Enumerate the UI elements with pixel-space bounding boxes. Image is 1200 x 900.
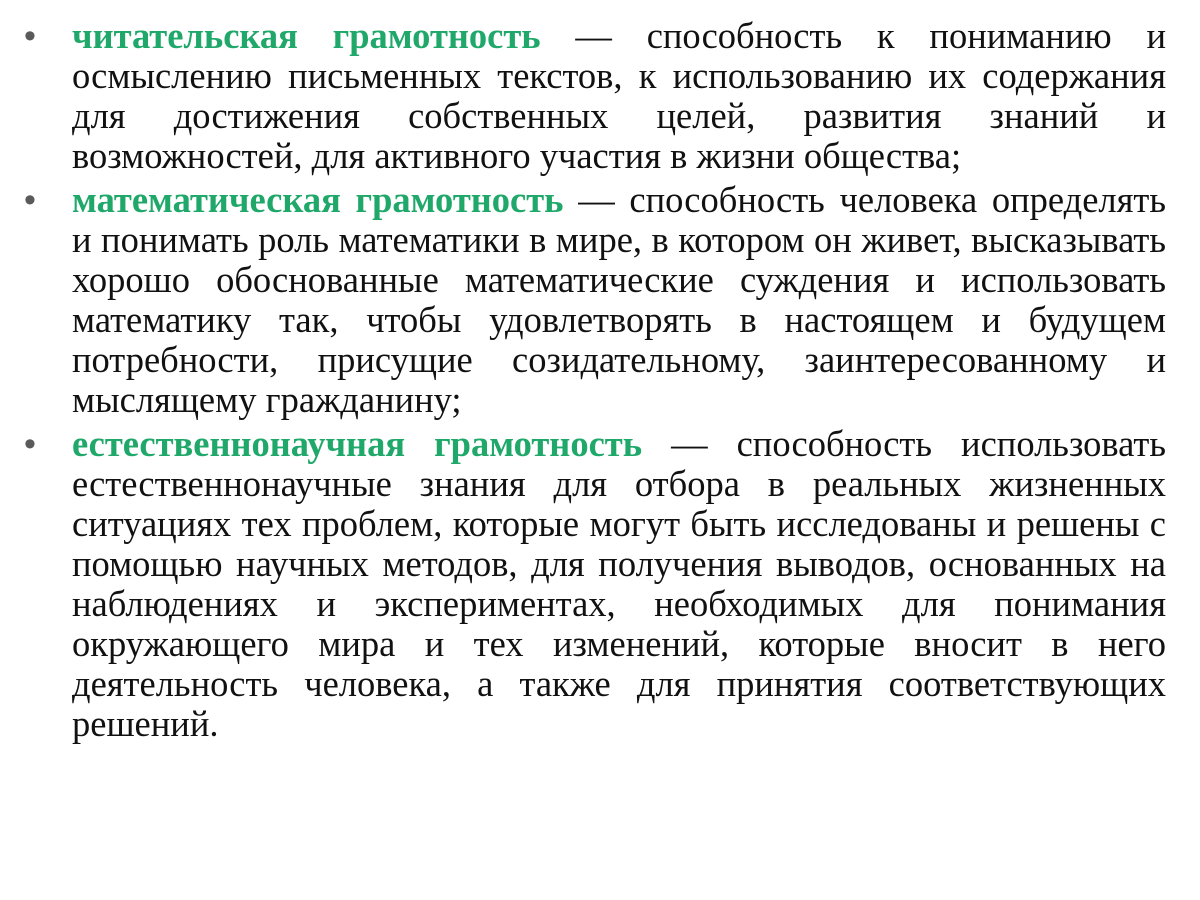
definition-science-literacy: — способность использовать естественнонаучные знания для отбора в реальных жизненных ситуациях тех проблем, которые могут быть исследованы и решены с помощью научных методов, для получения выводов, основанных на наблюдениях и экспериментах, необходимых для понимания окружающего мира и тех изменений, которые вносит в него деятельность человека, а также для принятия соответствующих решений. [72,423,1167,744]
term-math-literacy: математическая грамотность [72,179,564,220]
term-reading-literacy: читательская грамотность [72,15,541,56]
list-item-math-literacy [24,180,1166,420]
definition-math-literacy: — способность человека определять и понимать роль математики в мире, в котором он живет, высказывать хорошо обоснованные математические суждения и использовать математику так, чтобы удовлетворять в настоящем и будущем потребности, присущие созидательному, заинтересованному и мыслящему гражданину; [72,179,1166,420]
definition-reading-literacy: — способность к пониманию и осмыслению письменных текстов, к использованию их содержания для достижения собственных целей, развития знаний и возможностей, для активного участия в жизни общества; [72,15,1166,176]
term-science-literacy: естественнонаучная грамотность [72,423,643,464]
bullet-icon: • [24,17,36,55]
bullet-icon: • [24,181,36,219]
list-item-science-literacy [24,424,1166,744]
list-item-reading-literacy [24,16,1166,176]
definitions-list [24,16,1166,748]
bullet-icon: • [24,425,36,463]
